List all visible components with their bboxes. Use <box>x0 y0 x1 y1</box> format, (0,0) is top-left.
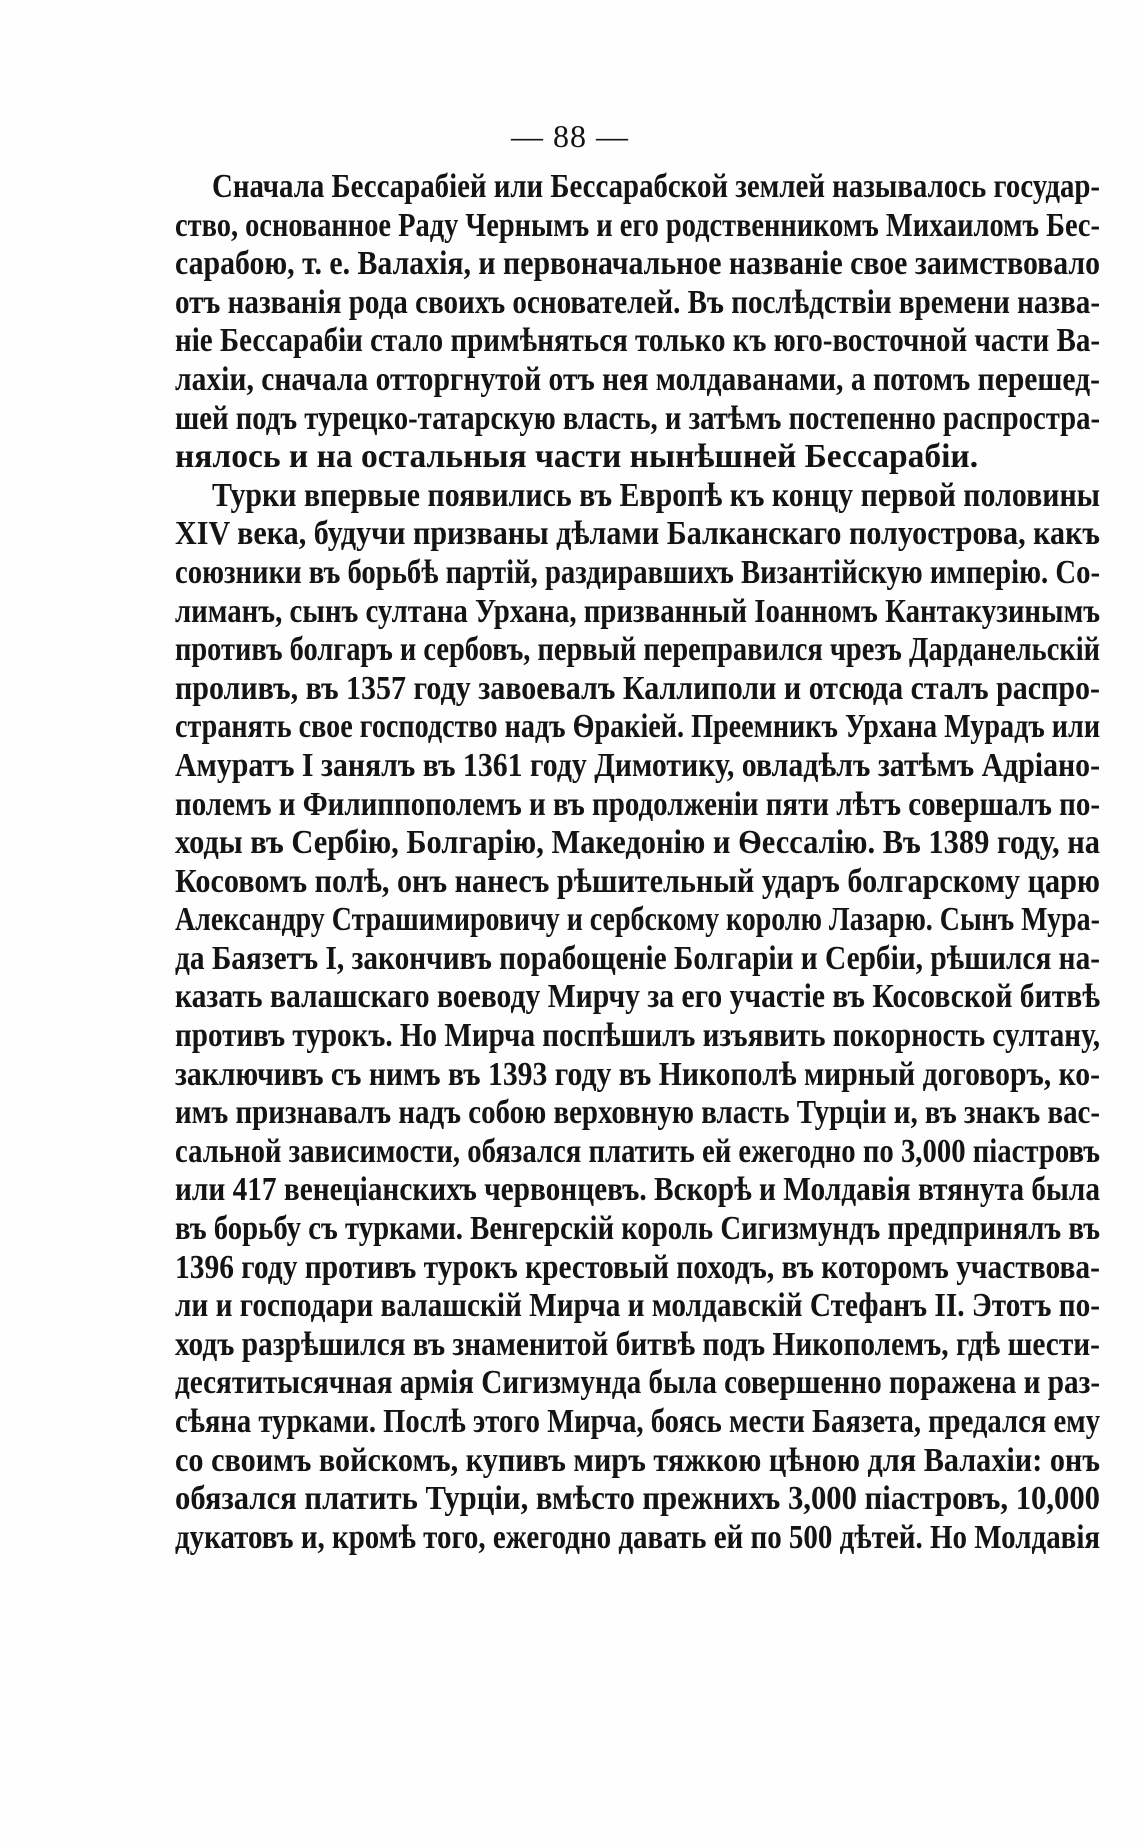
text-line: ходы въ Сербію, Болгарію, Македонію и Ѳессалію. Въ 1389 году, на <box>175 824 1101 862</box>
text-line: ли и господари валашскій Мирча и молдавскій Стефанъ II. Этотъ по- <box>175 1287 1100 1325</box>
text-line: Сначала Бессарабіей или Бессарабской землей называлось государ- <box>212 168 1101 205</box>
text-line: странять свое господство надъ Ѳракіей. Преемникъ Урхана Мурадъ или <box>175 708 1101 746</box>
text-line: обязался платить Турціи, вмѣсто прежнихъ 3,000 піастровъ, 10,000 <box>175 1480 1101 1518</box>
text-line: Косовомъ полѣ, онъ нанесъ рѣшительный ударъ болгарскому царю <box>175 862 1100 900</box>
text-line: Амуратъ I занялъ въ 1361 году Димотику, овладѣлъ затѣмъ Адріано- <box>175 746 1101 784</box>
text-line: противъ болгаръ и сербовъ, первый переправился чрезъ Дарданельскій <box>175 631 1100 669</box>
text-line: ство, основанное Раду Чернымъ и его родственникомъ Михаиломъ Бес- <box>175 206 1101 244</box>
text-line: ніе Бессарабіи стало примѣняться только къ юго-восточной части Ва- <box>175 322 1101 360</box>
paragraph-1 <box>175 168 1101 477</box>
text-line: лиманъ, сынъ султана Урхана, призванный Іоанномъ Кантакузинымъ <box>175 592 1101 630</box>
text-line: 1396 году противъ турокъ крестовый походъ, въ которомъ участвова- <box>175 1248 1100 1286</box>
text-line: или 417 венеціанскихъ червонцевъ. Вскорѣ и Молдавія втянута была <box>175 1171 1101 1209</box>
text-line: сарабою, т. е. Валахія, и первоначальное названіе свое заимствовало <box>175 245 1101 283</box>
text-line: сѣяна турками. Послѣ этого Мирча, боясь мести Баязета, предался ему <box>175 1403 1101 1440</box>
text-line: шей подъ турецко-татарскую власть, и затѣмъ постепенно распростра- <box>175 399 1101 437</box>
text-line: полемъ и Филиппополемъ и въ продолженіи пяти лѣтъ совершалъ по- <box>175 785 1101 823</box>
text-line: лахіи, сначала отторгнутой отъ нея молдаванами, а потомъ перешед- <box>175 360 1100 398</box>
text-line: въ борьбу съ турками. Венгерскій король Сигизмундъ предпринялъ въ <box>175 1210 1100 1248</box>
text-line: отъ названія рода своихъ основателей. Въ послѣдствіи времени назва- <box>175 283 1101 321</box>
paragraph-2 <box>175 476 1101 1558</box>
text-line: Александру Страшимировичу и сербскому королю Лазарю. Сынъ Мура- <box>175 901 1100 939</box>
text-line: дукатовъ и, кромѣ того, ежегодно давать ей по 500 дѣтей. Но Молдавія <box>175 1518 1101 1556</box>
text-line: имъ признавалъ надъ собою верховную власть Турціи и, въ знакъ вас- <box>175 1094 1101 1132</box>
text-line: Турки впервые появились въ Европѣ къ концу первой половины <box>212 476 1101 514</box>
text-line: заключивъ съ нимъ въ 1393 году въ Никополѣ мирный договоръ, ко- <box>175 1055 1101 1093</box>
text-line: противъ турокъ. Но Мирча поспѣшилъ изъявить покорность султану, <box>175 1017 1100 1055</box>
text-line: да Баязетъ I, закончивъ порабощеніе Болгаріи и Сербіи, рѣшился на- <box>175 939 1101 977</box>
text-line: со своимъ войскомъ, купивъ миръ тяжкою цѣною для Валахіи: онъ <box>175 1441 1100 1479</box>
text-line: сальной зависимости, обязался платить ей ежегодно по 3,000 піастровъ <box>175 1132 1101 1170</box>
text-line: XIV века, будучи призваны дѣлами Балканскаго полуострова, какъ <box>175 515 1100 553</box>
text-line: десятитысячная армія Сигизмунда была совершенно поражена и раз- <box>175 1364 1101 1402</box>
text-line: ходъ разрѣшился въ знаменитой битвѣ подъ Никополемъ, гдѣ шести- <box>175 1325 1100 1363</box>
text-line: проливъ, въ 1357 году завоевалъ Каллиполи и отсюда сталъ распро- <box>175 669 1101 707</box>
page-number: — 88 — <box>511 118 629 154</box>
text-line: казать валашскаго воеводу Мирчу за его участіе въ Косовской битвѣ <box>175 978 1101 1016</box>
text-line: союзники въ борьбѣ партій, раздиравшихъ Византійскую имперію. Со- <box>175 553 1101 591</box>
body-text <box>175 168 1101 1557</box>
text-line: нялось и на остальныя части нынѣшней Бессарабіи. <box>175 438 979 476</box>
